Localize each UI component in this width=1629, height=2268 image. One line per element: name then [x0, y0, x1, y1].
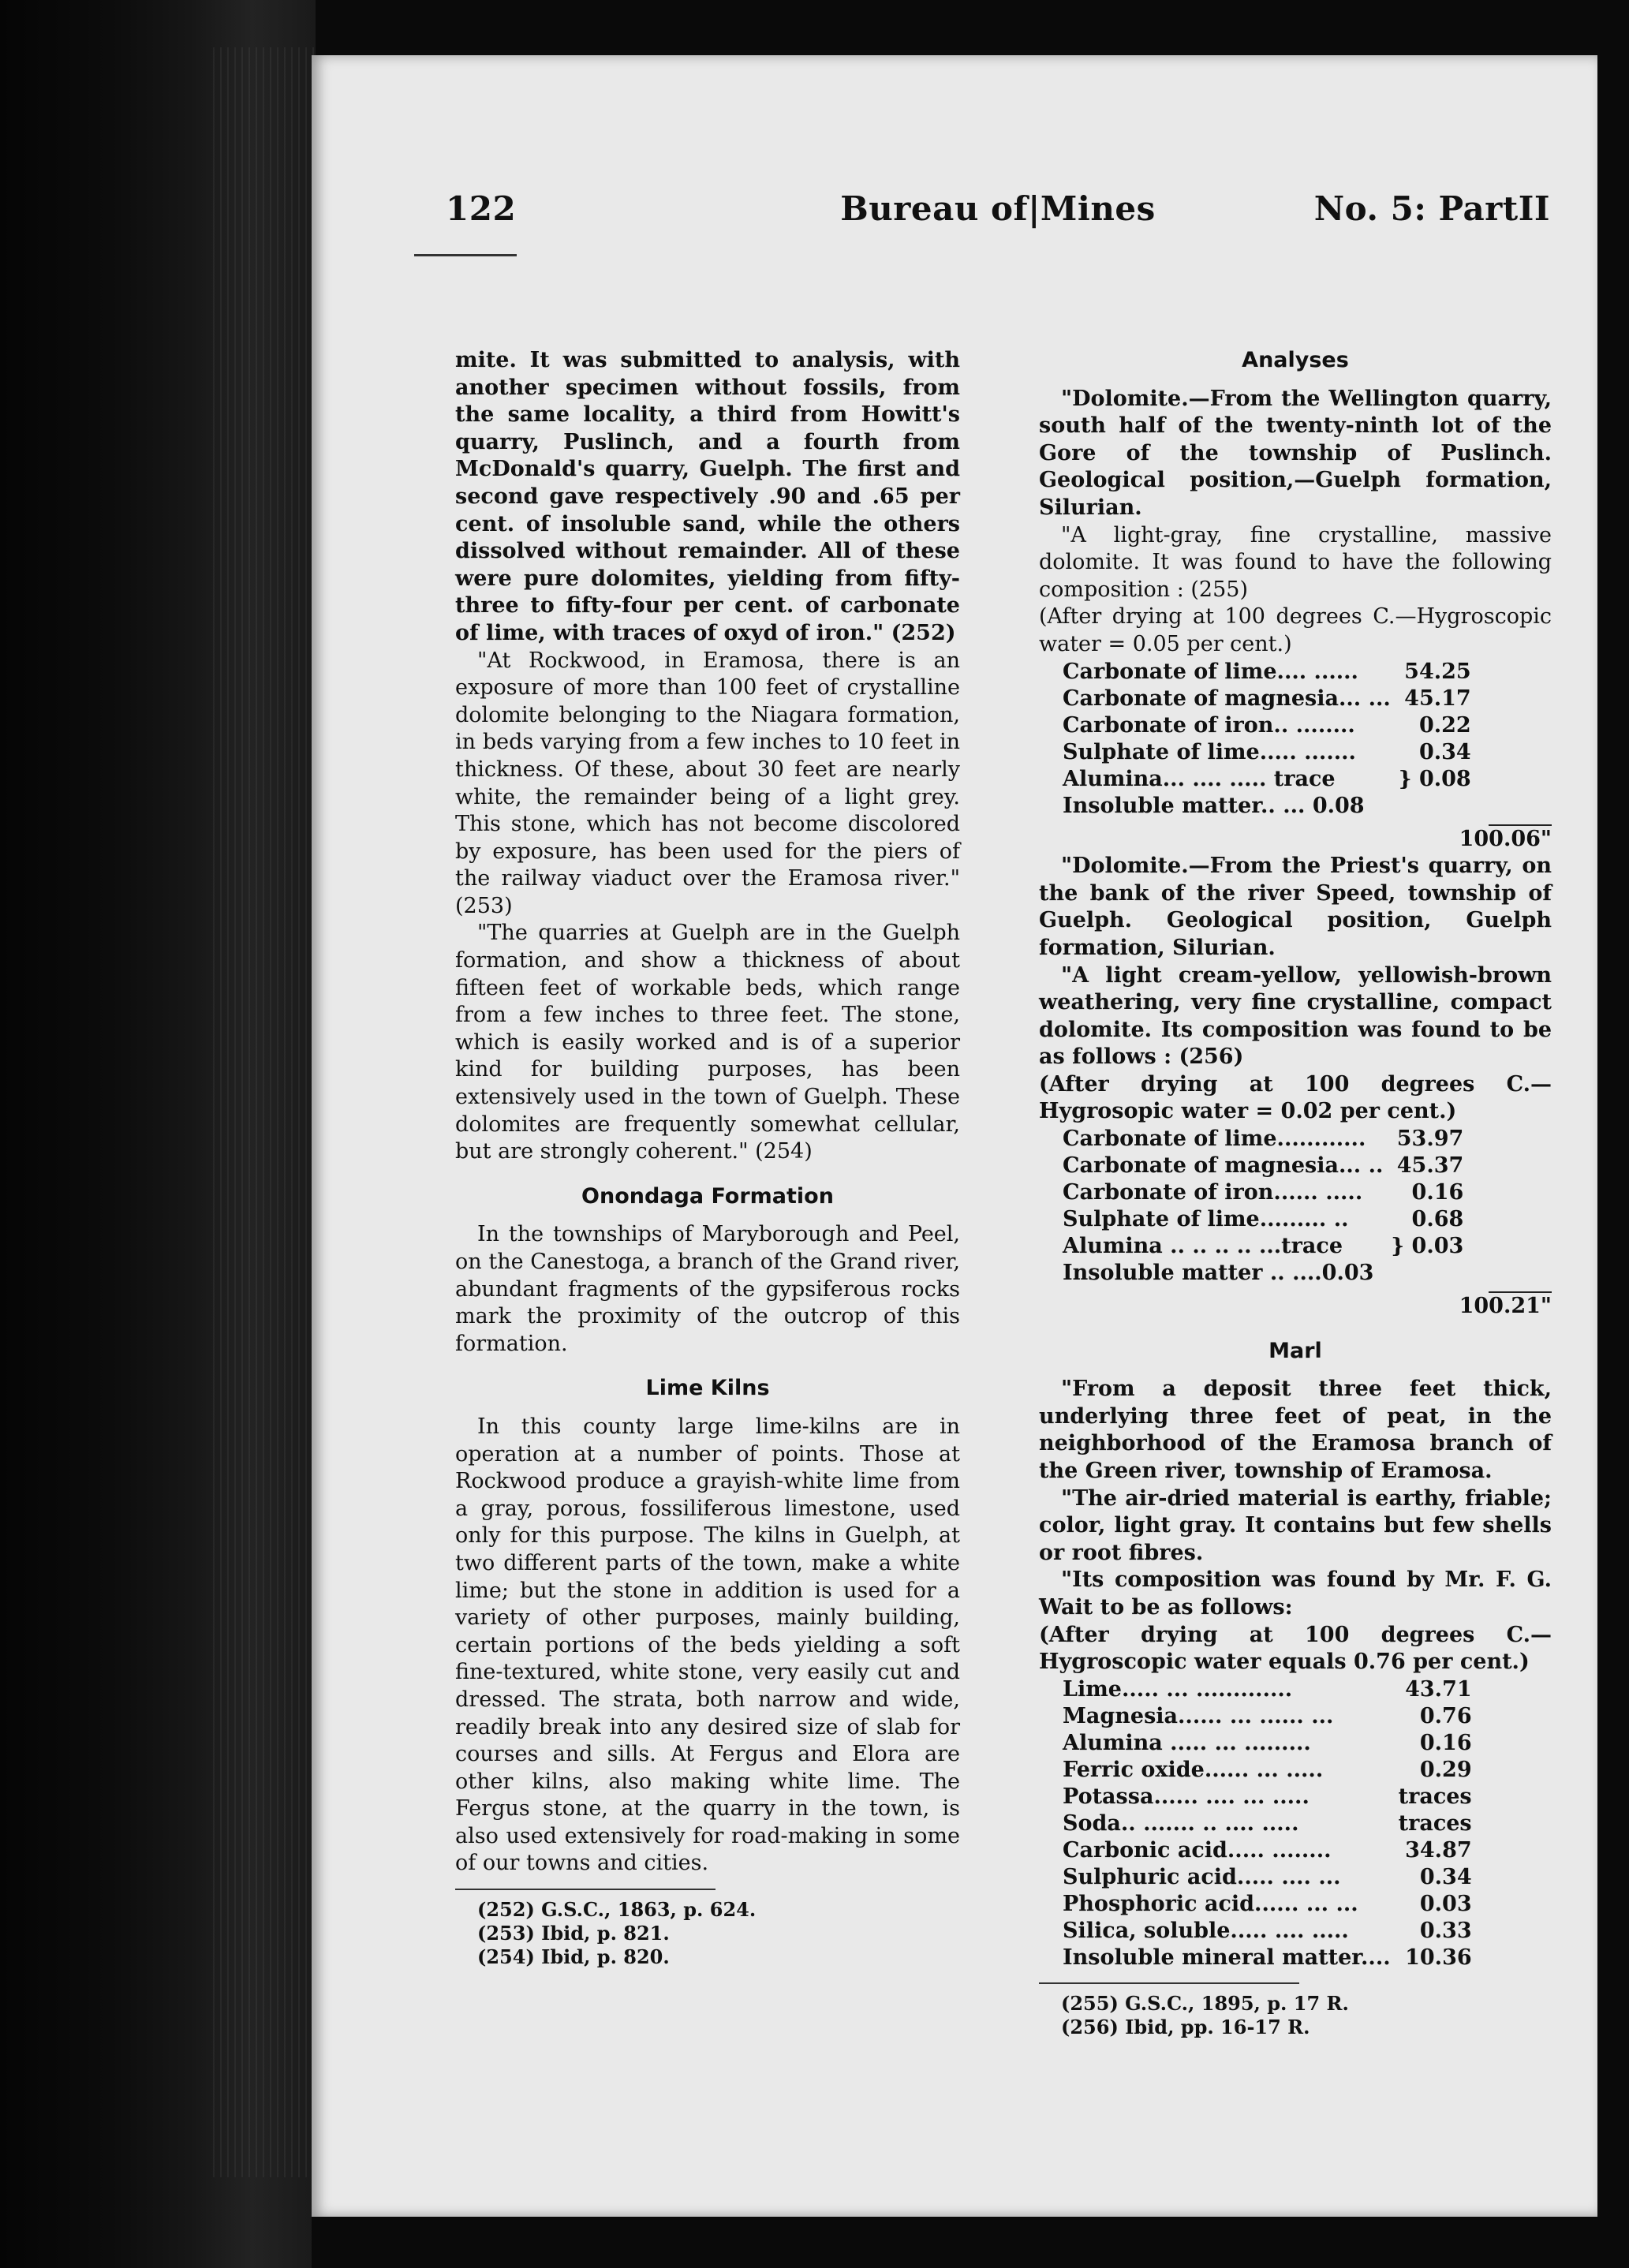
paragraph: "At Rockwood, in Eramosa, there is an exposure of more than 100 feet of crystalline dolomite belonging to the Niagara formation, in beds varying from a few inches to 10 feet in thickness. Of these, about 30 feet are nearly white, the remainder being of a light grey. This stone, which has not become discolored by exposure, has been used for the piers of the railway viaduct over the Eramosa river." (253) [455, 648, 960, 918]
component-value: 0.34 [1418, 739, 1471, 764]
section-heading: Analyses [1242, 348, 1349, 372]
component-value: 0.33 [1419, 1918, 1472, 1943]
component-name: Ferric oxide...... ... ..... [1063, 1757, 1324, 1782]
page-number: 122 [446, 189, 517, 228]
component-value: 43.71 [1405, 1676, 1472, 1702]
table-row [1063, 1757, 1472, 1784]
component-name: Carbonic acid..... ........ [1063, 1837, 1332, 1863]
brace-glyph: } [1398, 767, 1412, 791]
paragraph: "A light cream-yellow, yellowish-brown weathering, very fine crystalline, compact dolomite. Its composition was found to be as follows : (256) [1039, 962, 1552, 1070]
footnote-rule [455, 1889, 715, 1890]
table-row [1063, 659, 1471, 686]
table-row [1063, 1891, 1472, 1918]
component-name: Sulphuric acid..... .... ... [1063, 1864, 1341, 1889]
composition-table [1063, 659, 1471, 820]
composition-table [1063, 1126, 1463, 1287]
paragraph: In the townships of Maryborough and Peel, on the Canestoga, a branch of the Grand river, abundant fragments of the gypsiferous rocks mark the proximity of the outcrop of this formation. [455, 1222, 960, 1356]
table-row [1063, 1153, 1463, 1179]
table-row [1063, 1918, 1472, 1945]
paragraph: "From a deposit three feet thick, underlying three feet of peat, in the neighborhood of the Eramosa branch of the Green river, township of Eramosa. [1039, 1377, 1552, 1484]
footnote-rule [1039, 1982, 1299, 1984]
table-row [1063, 1837, 1472, 1864]
table-row [1063, 766, 1471, 820]
table-row [1063, 712, 1471, 739]
section-heading: Onondaga Formation [581, 1183, 834, 1209]
paragraph: "Its composition was found by Mr. F. G. Wait to be as follows: [1039, 1567, 1552, 1620]
component-name: Alumina ..... ... ......... [1063, 1730, 1311, 1755]
table-row [1063, 1233, 1463, 1287]
running-header [446, 189, 1550, 245]
brace-glyph: } [1391, 1235, 1405, 1259]
component-value: 0.16 [1411, 1180, 1464, 1205]
component-value: 0.34 [1419, 1864, 1472, 1889]
component-name: Alumina... .... ..... [1063, 766, 1267, 791]
component-value: 34.87 [1405, 1837, 1472, 1863]
footnote: (256) Ibid, pp. 16-17 R. [1061, 2015, 1310, 2038]
component-value: traces [1398, 1810, 1472, 1836]
table-row [1063, 739, 1471, 766]
component-name: Sulphate of lime..... ....... [1063, 739, 1356, 764]
component-name: Carbonate of magnesia... .. [1063, 1153, 1384, 1179]
part-label: No. 5: PartII [1313, 189, 1550, 228]
footnote: (255) G.S.C., 1895, p. 17 R. [1061, 1991, 1349, 2015]
component-value: 0.16 [1419, 1730, 1472, 1755]
component-value: 0.03 [1419, 1891, 1472, 1916]
component-value: trace [1273, 766, 1336, 791]
component-value: 0.68 [1411, 1207, 1464, 1232]
component-name: Insoluble matter.. ... [1063, 793, 1306, 818]
table-row [1063, 1126, 1463, 1153]
right-column [1039, 347, 1552, 2039]
running-title: Bureau of|Mines [840, 189, 1156, 228]
component-name: Carbonate of iron...... ..... [1063, 1180, 1363, 1205]
component-name: Magnesia...... ... ...... ... [1063, 1703, 1334, 1728]
component-value: 0.08 [1418, 766, 1471, 791]
component-value: 45.37 [1396, 1153, 1464, 1179]
table-row [1063, 1703, 1472, 1730]
paragraph: "The quarries at Guelph are in the Guelph formation, and show a thickness of about fifteen feet of workable beds, which range from a few inches to three feet. The stone, which is easily worked and is of a superior kind for building purposes, has been extensively used in the town of Guelph. These dolomites are frequently somewhat cellular, but are strongly coherent." (254) [455, 921, 960, 1164]
table-row [1063, 1206, 1463, 1233]
analysis-total: 100.06" [1459, 826, 1552, 851]
component-name: Insoluble mineral matter.... [1063, 1945, 1391, 1970]
page [312, 55, 1597, 2217]
paragraph: (After drying at 100 degrees C.—Hygrosopic water = 0.02 per cent.) [1039, 1071, 1552, 1124]
component-value: 0.03 [1411, 1234, 1464, 1259]
paragraph: (After drying at 100 degrees C.—Hygroscopic water equals 0.76 per cent.) [1039, 1622, 1552, 1675]
component-line: Alumina .. .. .. .. ...trace [1063, 1234, 1343, 1259]
paragraph: "The air-dried material is earthy, friable; color, light gray. It contains but few shells or root fibres. [1039, 1485, 1552, 1565]
component-value: 45.17 [1404, 686, 1471, 711]
component-value: 10.36 [1405, 1945, 1472, 1970]
table-row [1063, 1864, 1472, 1891]
component-name: Silica, soluble..... .... ..... [1063, 1918, 1349, 1943]
component-value: 54.25 [1404, 659, 1471, 684]
footnote: (252) G.S.C., 1863, p. 624. [477, 1898, 757, 1922]
component-name: Sulphate of lime......... .. [1063, 1207, 1349, 1232]
left-column [455, 347, 960, 1969]
book-spine [0, 0, 316, 2268]
component-name: Carbonate of lime.... ...... [1063, 659, 1358, 684]
component-name: Carbonate of magnesia... ... [1063, 686, 1391, 711]
table-row [1063, 686, 1471, 712]
component-name: Carbonate of lime............ [1063, 1127, 1366, 1152]
component-value: 0.29 [1419, 1757, 1472, 1782]
paragraph: "Dolomite.—From the Priest's quarry, on the bank of the river Speed, township of Guelph. Geological position, Guelph formation, Silurian. [1039, 854, 1552, 960]
component-name: Carbonate of iron.. ........ [1063, 712, 1355, 738]
analysis-total: 100.21" [1459, 1294, 1552, 1319]
footnotes [1039, 1992, 1552, 2039]
header-rule [414, 254, 517, 256]
table-row [1063, 1730, 1472, 1757]
paragraph: "Dolomite.—From the Wellington quarry, south half of the twenty-ninth lot of the Gore of the township of Puslinch. Geological position,—Guelph formation, Silurian. [1039, 386, 1552, 520]
footnote: (254) Ibid, p. 820. [477, 1945, 670, 1969]
component-name: Phosphoric acid...... ... ... [1063, 1891, 1358, 1916]
paragraph: "A light-gray, fine crystalline, massive dolomite. It was found to have the following composition : (255) [1039, 522, 1552, 602]
component-value: 0.08 [1312, 793, 1365, 818]
paragraph: In this county large lime-kilns are in operation at a number of points. Those at Rockwood produce a grayish-white lime from a gray, porous, fossiliferous limestone, used only for this purpose. The kilns in Guelph, at two different parts of the town, make a white lime; but the stone in addition is used for a variety of other purposes, mainly building, certain portions of the beds yielding a soft fine-textured, white stone, very easily cut and dressed. The strata, both narrow and wide, readily break into any desired size of slab for courses and sills. At Fergus and Elora are other kilns, also making white lime. The Fergus stone, at the quarry in the town, is also used extensively for road-making in some of our towns and cities. [455, 1414, 960, 1876]
section-heading: Lime Kilns [645, 1376, 770, 1401]
component-name: Potassa...... .... ... ..... [1063, 1784, 1310, 1809]
component-value: traces [1398, 1784, 1472, 1809]
table-row [1063, 1945, 1472, 1971]
footnote: (253) Ibid, p. 821. [477, 1922, 670, 1945]
component-value: 53.97 [1396, 1127, 1464, 1152]
composition-table [1063, 1676, 1472, 1971]
section-heading: Marl [1268, 1338, 1322, 1363]
paragraph: mite. It was submitted to analysis, with another specimen without fossils, from the same locality, a third from Howitt's quarry, Puslinch, and a fourth from McDonald's quarry, Guelph. The first and second gave respectively .90 and .65 per cent. of insoluble sand, while the others dissolved without remainder. All of these were pure dolomites, yielding from fifty-three to fifty-four per cent. of carbonate of lime, with traces of oxyd of iron." (252) [455, 348, 960, 645]
footnotes [455, 1898, 960, 1969]
table-row [1063, 1810, 1472, 1837]
table-row [1063, 1784, 1472, 1810]
component-value: 0.22 [1418, 712, 1471, 738]
component-line: Insoluble matter .. ....0.03 [1063, 1261, 1374, 1286]
table-row [1063, 1179, 1463, 1206]
component-name: Soda.. ....... .. .... ..... [1063, 1810, 1299, 1836]
paragraph: (After drying at 100 degrees C.—Hygroscopic water = 0.05 per cent.) [1039, 604, 1552, 656]
scan-border [312, 2217, 1597, 2268]
table-row [1063, 1676, 1472, 1703]
component-value: 0.76 [1419, 1703, 1472, 1728]
component-name: Lime..... ... ............. [1063, 1676, 1293, 1702]
